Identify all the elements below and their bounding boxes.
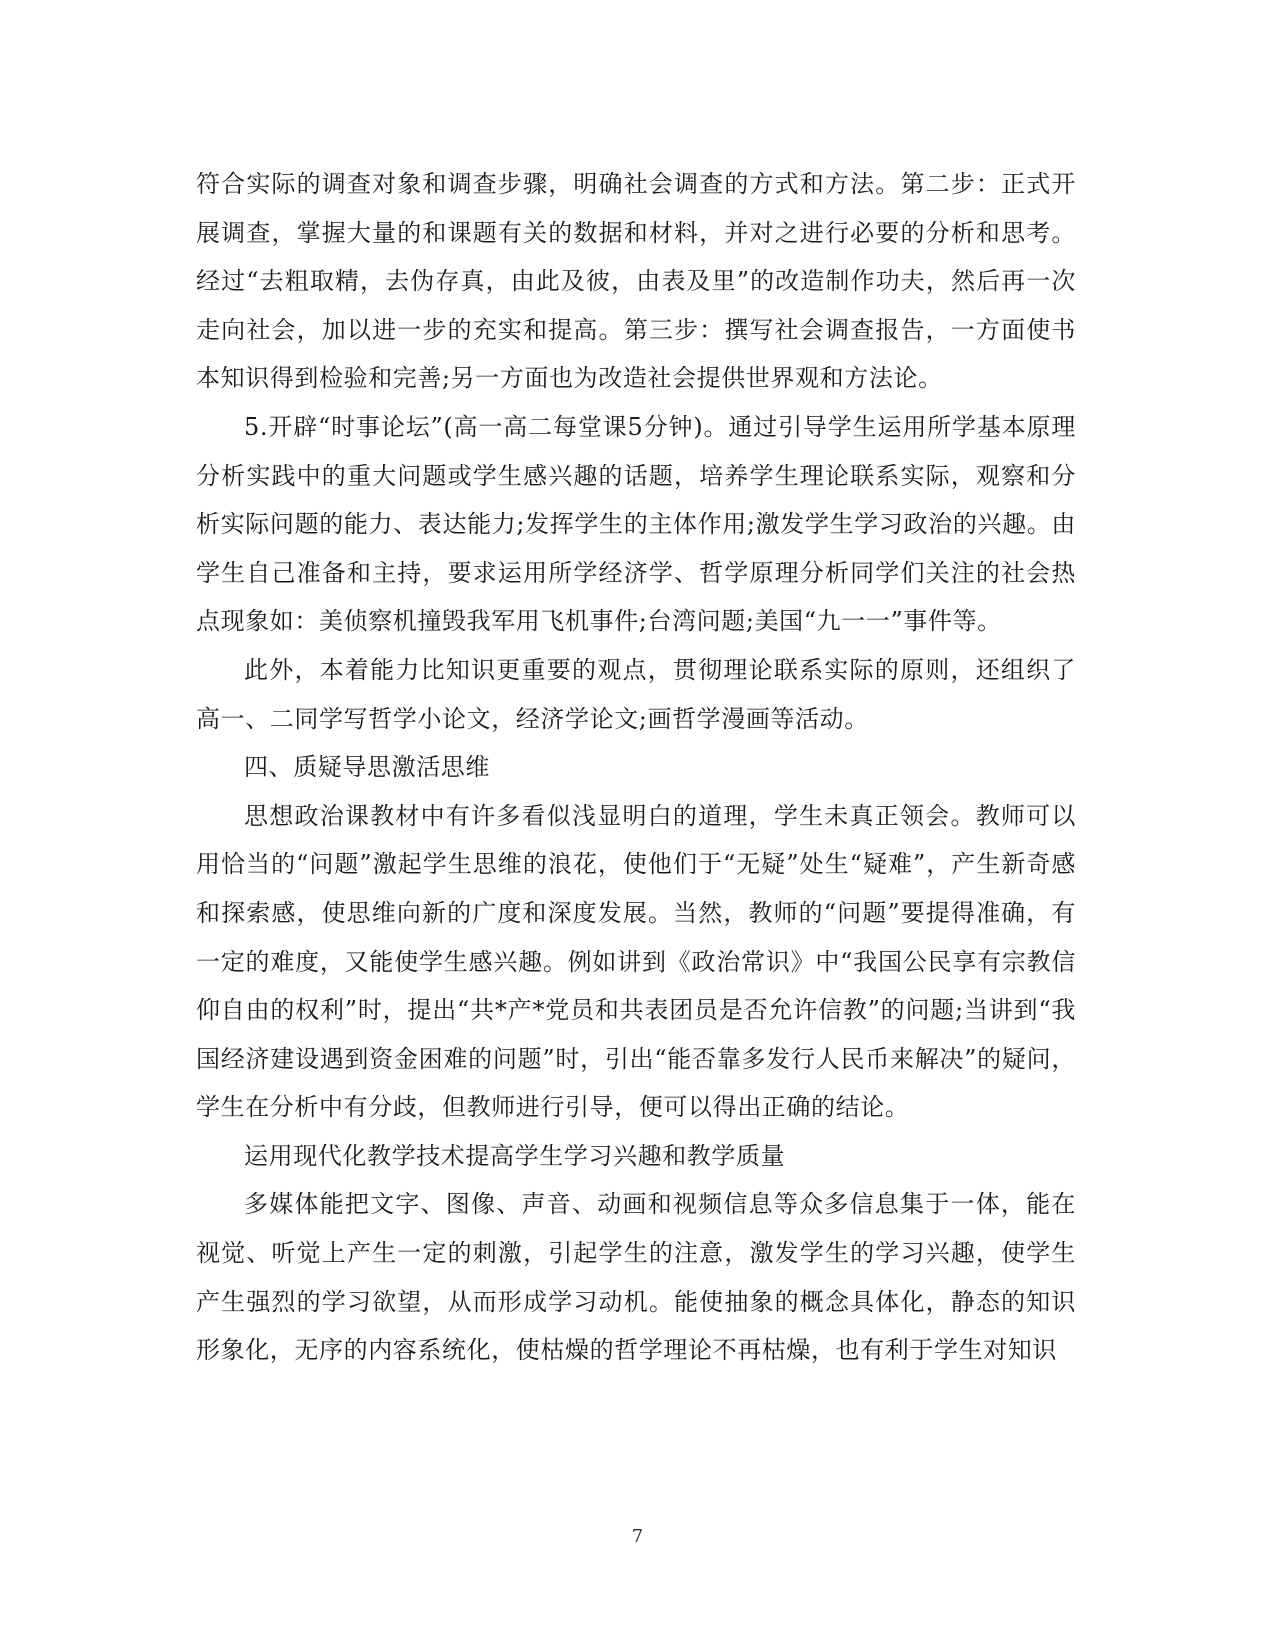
section-heading-modern-technology: 运用现代化教学技术提高学生学习兴趣和教学质量	[244, 1141, 786, 1170]
paragraph-multimedia: 多媒体能把文字、图像、声音、动画和视频信息等众多信息集于一体，能在视觉、听觉上产生一定的刺激，引起学生的注意，激发学生的学习兴趣，使学生产生强烈的学习欲望，从而形成学习动机。能使抽象的概念具体化，静态的知识形象化，无序的内容系统化，使枯燥的哲学理论不再枯燥，也有利于学生对知识	[196, 1190, 1076, 1365]
paragraph-other-activities: 此外，本着能力比知识更重要的观点，贯彻理论联系实际的原则，还组织了高一、二同学写哲学小论文，经济学论文;画哲学漫画等活动。	[196, 655, 1076, 733]
paragraph-questioning: 思想政治课教材中有许多看似浅显明白的道理，学生未真正领会。教师可以用恰当的“问题”激起学生思维的浪花，使他们于“无疑”处生“疑难”，产生新奇感和探索感，使思维向新的广度和深度发展。当然，教师的“问题”要提得准确，有一定的难度，又能使学生感兴趣。例如讲到《政治常识》中“我国公民享有宗教信仰自由的权利”时，提出“共*产*党员和共表团员是否允许信教”的问题;当讲到“我国经济建设遇到资金困难的问题”时，引出“能否靠多发行人民币来解决”的疑问，学生在分析中有分歧，但教师进行引导，便可以得出正确的结论。	[196, 801, 1076, 1122]
page-number: 7	[631, 1526, 644, 1547]
section-heading-questioning: 四、质疑导思激活思维	[244, 753, 490, 782]
body-text	[196, 160, 1076, 1375]
paragraph-survey-steps: 符合实际的调查对象和调查步骤，明确社会调查的方式和方法。第二步：正式开展调查，掌握大量的和课题有关的数据和材料，并对之进行必要的分析和思考。经过“去粗取精，去伪存真，由此及彼，由表及里”的改造制作功夫，然后再一次走向社会，加以进一步的充实和提高。第三步：撰写社会调查报告，一方面使书本知识得到检验和完善;另一方面也为改造社会提供世界观和方法论。	[196, 170, 1076, 393]
paragraph-current-affairs-forum: 5.开辟“时事论坛”(高一高二每堂课5分钟)。通过引导学生运用所学基本原理分析实践中的重大问题或学生感兴趣的话题，培养学生理论联系实际，观察和分析实际问题的能力、表达能力;发挥学生的主体作用;激发学生学习政治的兴趣。由学生自己准备和主持，要求运用所学经济学、哲学原理分析同学们关注的社会热点现象如：美侦察机撞毁我军用飞机事件;台湾问题;美国“九一一”事件等。	[196, 412, 1076, 636]
